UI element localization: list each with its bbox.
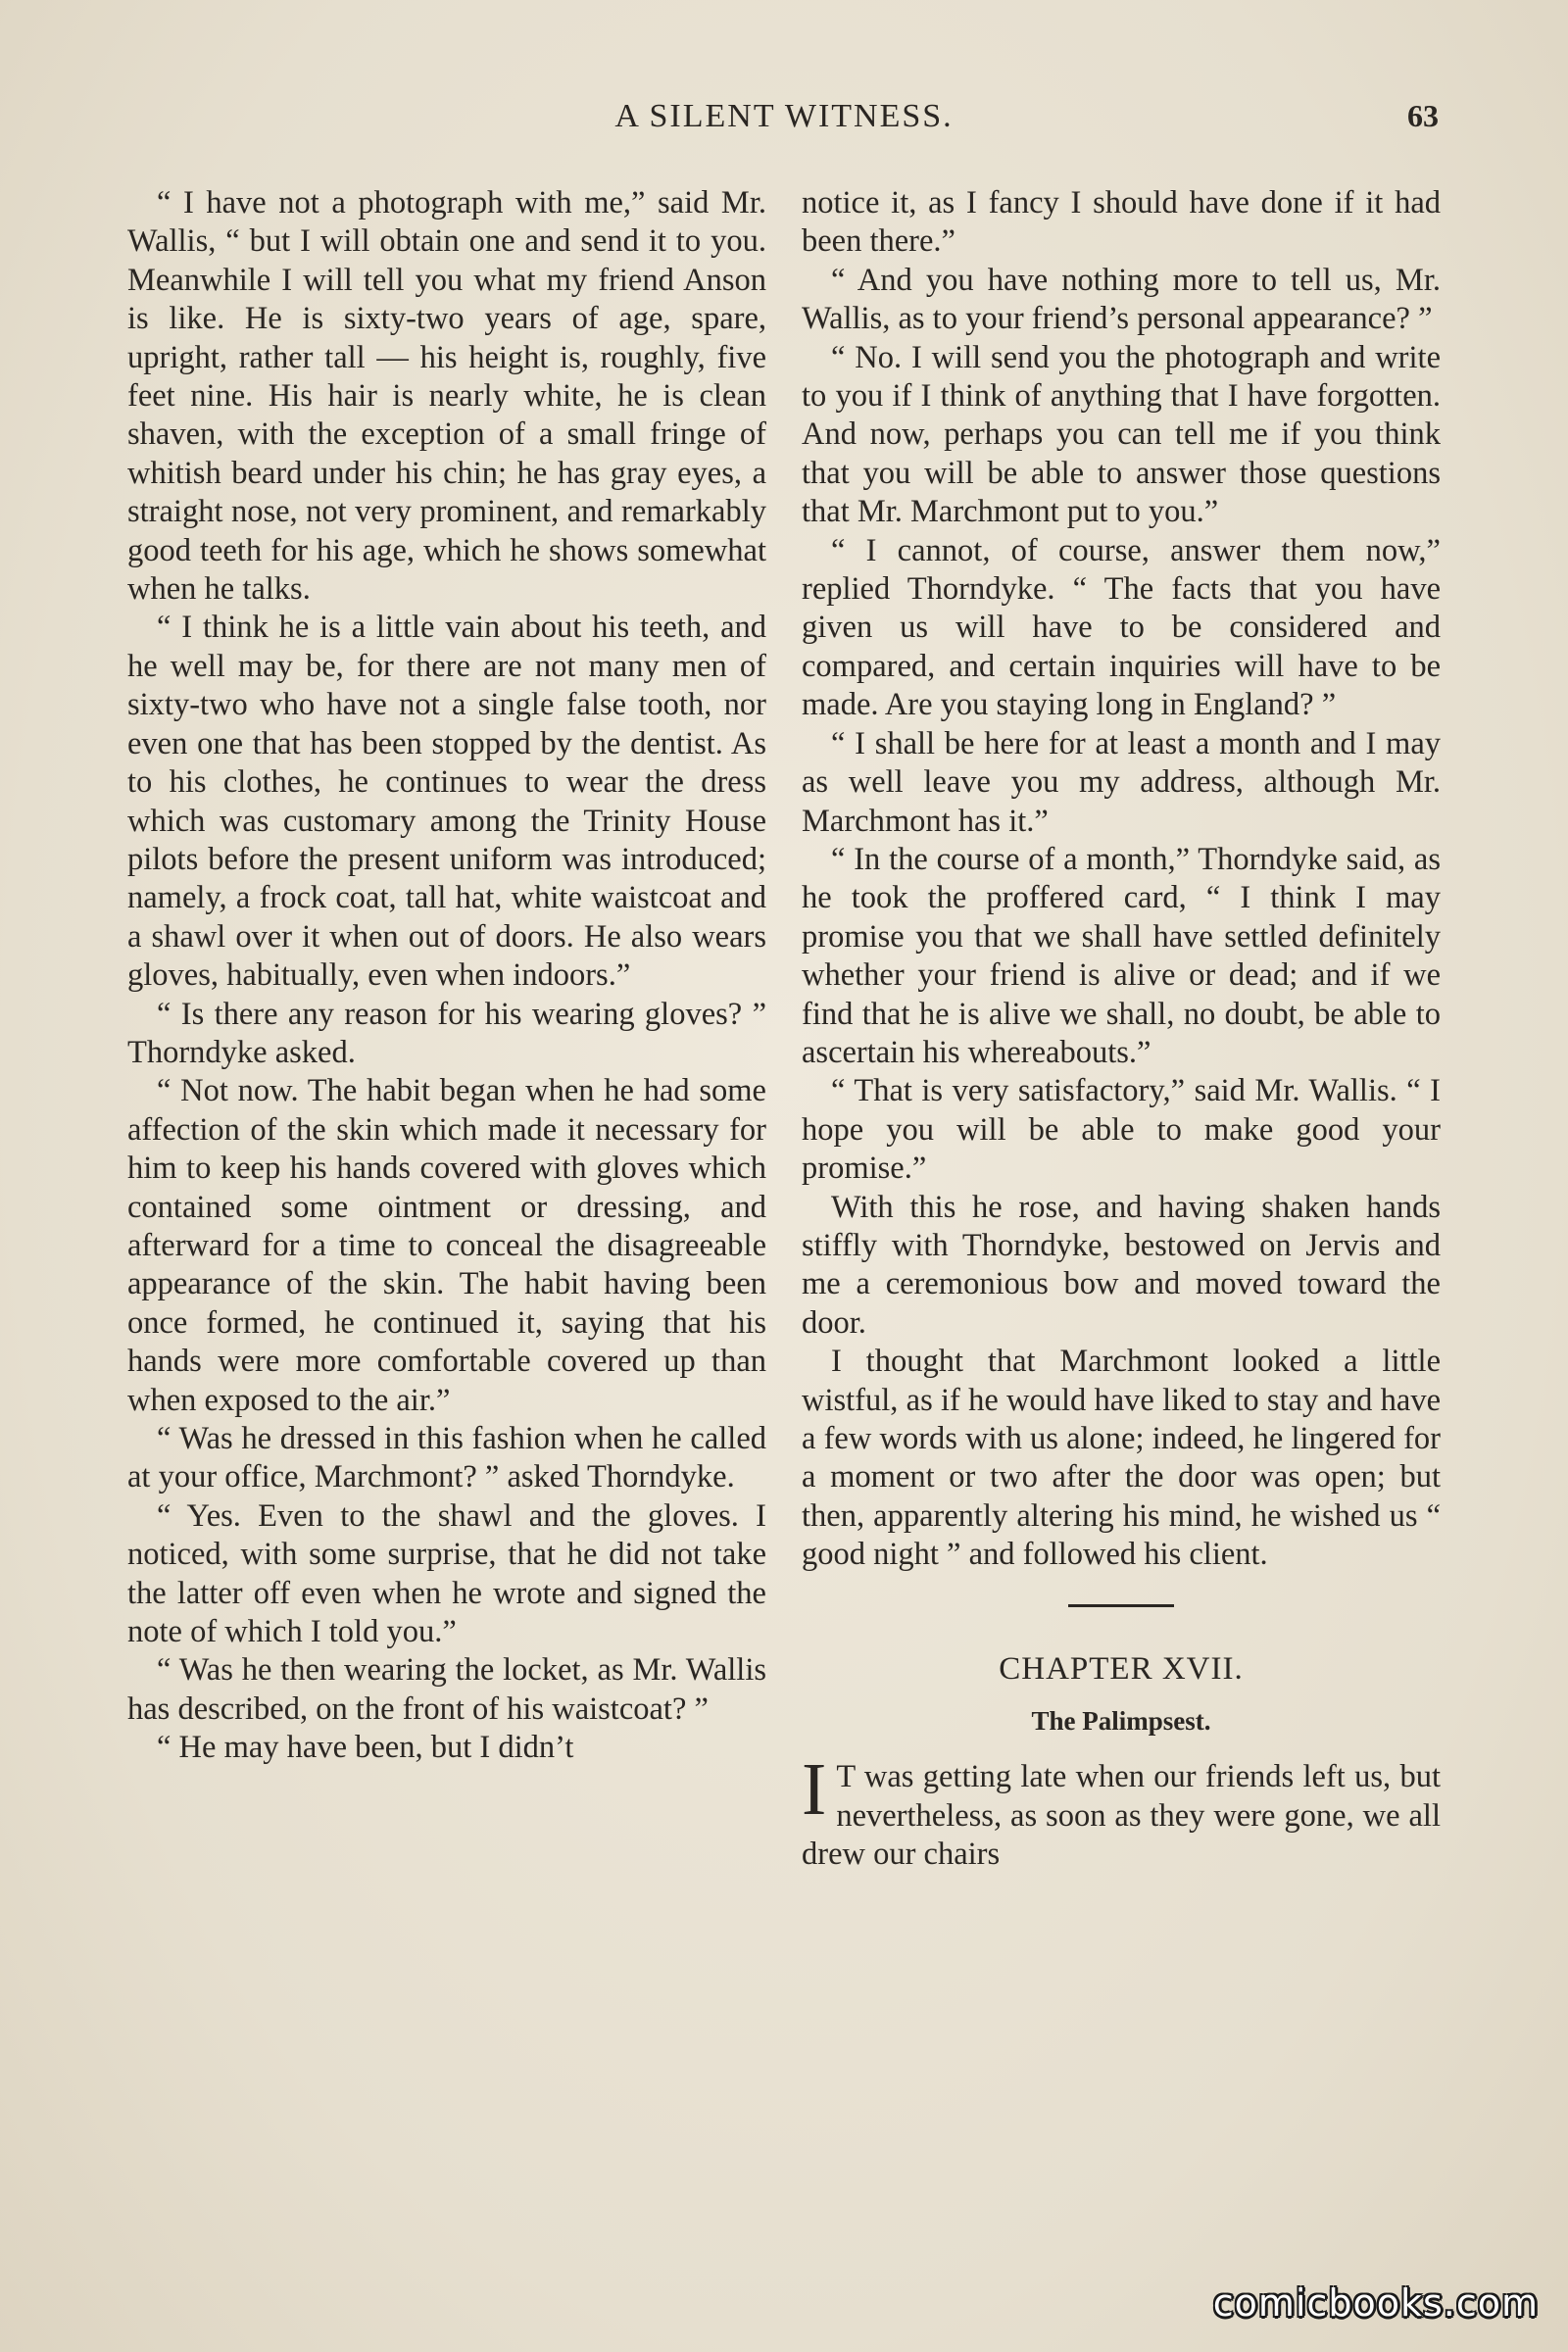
section-divider [1068,1604,1174,1607]
paragraph: “ Was he dressed in this fashion when he called at your office, Marchmont? ” asked Thorndyke. [127,1421,766,1495]
paragraph: “ And you have nothing more to tell us, Mr. Wallis, as to your friend’s personal appearance? ” [802,262,1441,337]
paragraph: “ I cannot, of course, answer them now,” replied Thorndyke. “ The facts that you have given us will have to be considered and compared, and certain inquiries will have to be made. Are you staying long in England? ” [802,532,1441,723]
paragraph: “ Is there any reason for his wearing gloves? ” Thorndyke asked. [127,996,766,1070]
paragraph: I thought that Marchmont looked a little wistful, as if he would have liked to stay and have a few words with us alone; indeed, he lingered for a moment or two after the door was open; but then, apparently altering his mind, he wished us “ good night ” and followed his client. [802,1344,1441,1573]
drop-cap: I [802,1748,827,1832]
left-column [127,184,766,1768]
page-header [118,98,1450,147]
paragraph: “ Yes. Even to the shawl and the gloves. I noticed, with some surprise, that he did not take the latter off even when he wrote and signed the note of which I told you.” [127,1497,766,1650]
watermark-logo: comicbooks.com [1212,2281,1539,2325]
chapter-opening-text: T was getting late when our friends left us, but nevertheless, as soon as they were gone, we all drew our chairs [802,1759,1441,1873]
chapter-title: The Palimpsest. [1031,1706,1211,1737]
chapter-opening-paragraph [802,1748,1441,1874]
chapter-heading: CHAPTER XVII. [999,1650,1244,1687]
paragraph: “ He may have been, but I didn’t [157,1730,574,1766]
paragraph: “ Not now. The habit began when he had some affection of the skin which made it necessary for him to keep his hands covered with gloves which contained some ointment or dressing, and afterward for a time to conceal the disagreeable appearance of the skin. The habit having been once formed, he continued it, saying that his hands were more comfortable covered up than when exposed to the air.” [127,1073,766,1418]
paragraph: “ I shall be here for at least a month and I may as well leave you my address, although Mr. Marchmont has it.” [802,725,1441,839]
paragraph: “ I think he is a little vain about his teeth, and he well may be, for there are not many men of sixty-two who have not a single false tooth, nor even one that has been stopped by the dentist. As to his clothes, he continues to wear the dress which was customary among the Trinity House pilots before the present uniform was introduced; namely, a frock coat, tall hat, white waistcoat and a shawl over it when out of doors. He also wears gloves, habitually, even when indoors.” [127,610,766,994]
paragraph: With this he rose, and having shaken hands stiffly with Thorndyke, bestowed on Jervis and me a ceremonious bow and moved toward the door. [802,1189,1441,1341]
running-head: A SILENT WITNESS. [614,98,954,134]
paragraph: “ That is very satisfactory,” said Mr. Wallis. “ I hope you will be able to make good your promise.” [802,1073,1441,1187]
paragraph: “ Was he then wearing the locket, as Mr. Wallis has described, on the front of his waistcoat? ” [127,1652,766,1727]
page-number: 63 [1407,98,1439,133]
paragraph: “ In the course of a month,” Thorndyke said, as he took the proffered card, “ I think I may promise you that we shall have settled definitely whether your friend is alive or dead; and if we find that he is alive we shall, no doubt, be able to ascertain his whereabouts.” [802,841,1441,1070]
right-column [802,184,1441,1875]
paragraph: “ No. I will send you the photograph and write to you if I think of anything that I have forgotten. And now, perhaps you can tell me if you think that you will be able to answer those questions that Mr. Marchmont put to you.” [802,339,1441,530]
paragraph-continued: notice it, as I fancy I should have done if it had been there.” [802,185,1441,260]
paragraph: “ I have not a photograph with me,” said Mr. Wallis, “ but I will obtain one and send it to you. Meanwhile I will tell you what my friend Anson is like. He is sixty-two years of age, spare, upright, rather tall — his height is, roughly, five feet nine. His hair is nearly white, he is clean shaven, with the exception of a small fringe of whitish beard under his chin; he has gray eyes, a straight nose, not very prominent, and remarkably good teeth for his age, which he shows somewhat when he talks. [127,185,766,608]
